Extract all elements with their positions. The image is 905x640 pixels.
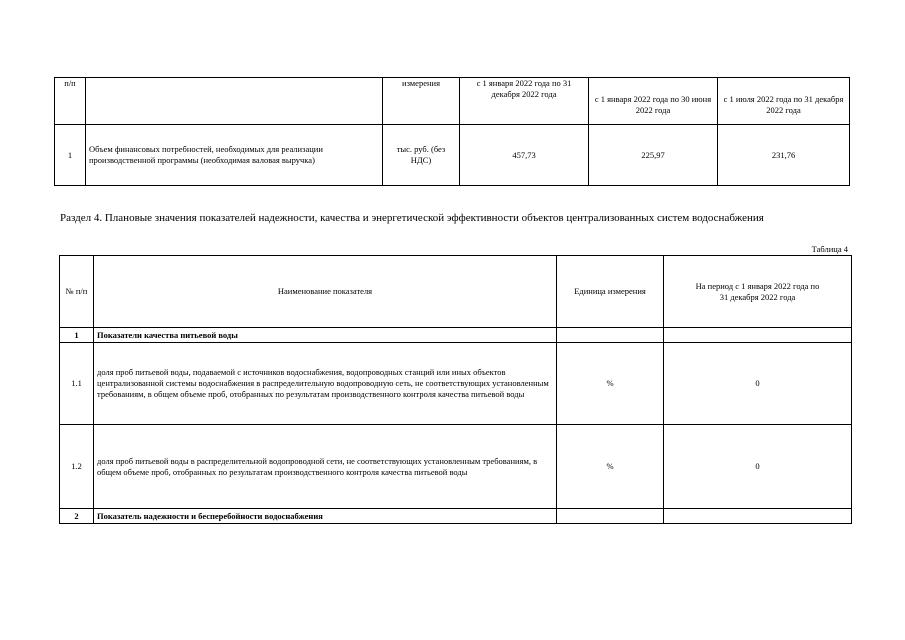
header-unit: Единица измерения: [557, 256, 664, 328]
header-num: п/п: [55, 78, 86, 125]
row-unit: тыс. руб. (без НДС): [383, 125, 460, 186]
row-value: 0: [664, 343, 852, 425]
row-name: доля проб питьевой воды, подаваемой с источников водоснабжения, водопроводных станций или иных объектов централизованной системы водоснабжения в распределительную водопроводную сеть, не соответствующих установленным требованиям, в общем объеме проб, отобранных по результатам производственного контроля качества питьевой воды: [94, 343, 557, 425]
row-value-h1: 225,97: [589, 125, 718, 186]
row-num: 1.2: [60, 425, 94, 509]
table-header-row: [60, 256, 852, 328]
table-caption: Таблица 4: [811, 244, 848, 254]
table-row: [55, 125, 850, 186]
table-header-row: [55, 78, 850, 125]
header-period-h2: с 1 июля 2022 года по 31 декабря 2022 года: [718, 78, 850, 125]
row-unit: %: [557, 425, 664, 509]
header-unit: измерения: [383, 78, 460, 125]
header-period-year: с 1 января 2022 года по 31 декабря 2022 года: [460, 78, 589, 125]
row-num: 1: [55, 125, 86, 186]
table-row: [60, 343, 852, 425]
row-value: [664, 328, 852, 343]
row-unit: [557, 328, 664, 343]
row-unit: [557, 509, 664, 524]
row-num: 2: [60, 509, 94, 524]
row-num: 1: [60, 328, 94, 343]
row-unit: %: [557, 343, 664, 425]
table-row: [60, 509, 852, 524]
row-num: 1.1: [60, 343, 94, 425]
header-period-h1: с 1 января 2022 года по 30 июня 2022 года: [589, 78, 718, 125]
header-period: На период с 1 января 2022 года по 31 декабря 2022 года: [664, 256, 852, 328]
header-name: Наименование показателя: [94, 256, 557, 328]
table-row: [60, 328, 852, 343]
section-heading: Раздел 4. Плановые значения показателей надежности, качества и энергетической эффективности объектов централизованных систем водоснабжения: [60, 212, 764, 224]
row-name: Показатель надежности и бесперебойности водоснабжения: [94, 509, 557, 524]
row-name: Показатели качества питьевой воды: [94, 328, 557, 343]
row-value: 0: [664, 425, 852, 509]
reliability-indicators-table: [59, 255, 852, 524]
row-name: Объем финансовых потребностей, необходимых для реализации производственной программы (необходимая валовая выручка): [86, 125, 383, 186]
row-value: [664, 509, 852, 524]
production-program-table: [54, 77, 850, 186]
row-name: доля проб питьевой воды в распределительной водопроводной сети, не соответствующих установленным требованиям, в общем объеме проб, отобранных по результатам производственного контроля качества питьевой воды: [94, 425, 557, 509]
header-name: [86, 78, 383, 125]
header-num: № п/п: [60, 256, 94, 328]
row-value-year: 457,73: [460, 125, 589, 186]
row-value-h2: 231,76: [718, 125, 850, 186]
table-row: [60, 425, 852, 509]
